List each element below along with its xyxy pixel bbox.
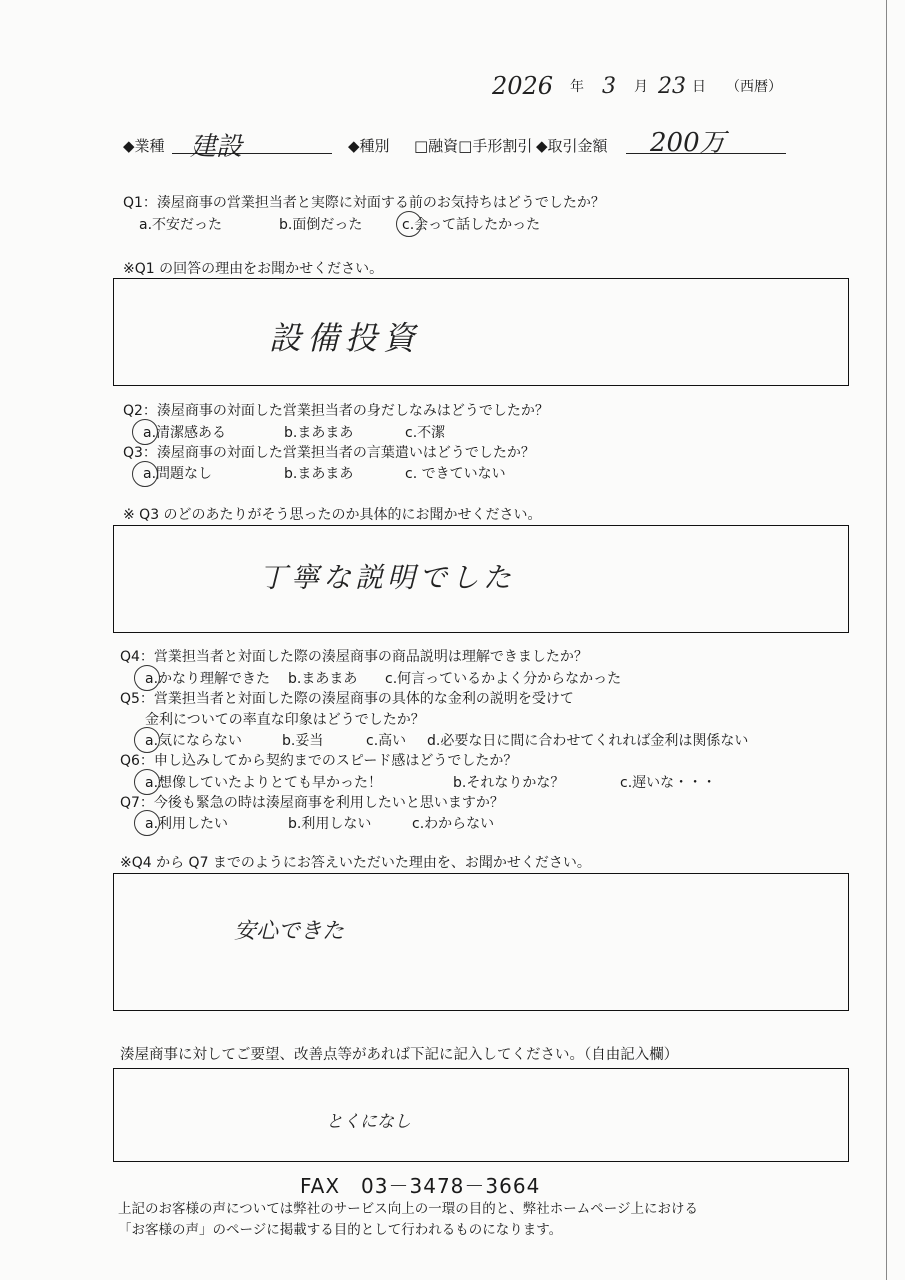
free-answer-box	[113, 1068, 849, 1162]
reason1-prompt: ※Q1 の回答の理由をお聞かせください。	[123, 261, 384, 277]
q3-question: Q3：湊屋商事の対面した営業担当者の言葉遣いはどうでしたか？	[123, 445, 535, 461]
q5-selected-mark	[134, 727, 160, 753]
date-era: （西暦）	[726, 79, 782, 95]
q4-option-b: b.まあまあ	[288, 671, 358, 687]
type-options: □融資□手形割引	[414, 137, 533, 155]
industry-value: 建設	[190, 132, 243, 162]
q1-option-a: a.不安だった	[139, 217, 223, 233]
q2-selected-mark	[132, 419, 158, 445]
reason1-answer: 設備投資	[269, 319, 422, 357]
q1-selected-mark	[396, 211, 422, 237]
footer-note-line2: 「お客様の声」のページに掲載する目的として行われるものになります。	[118, 1222, 563, 1238]
reason47-answer: 安心できた	[234, 919, 345, 944]
footer-note-line1: 上記のお客様の声については弊社のサービス向上の一環の目的と、弊社ホームページ上における	[118, 1201, 698, 1217]
q3-selected-mark	[132, 461, 158, 487]
date-day-unit: 日	[692, 79, 706, 95]
q5-option-c: c.高い	[366, 733, 407, 749]
industry-underline	[172, 153, 332, 154]
industry-label: ◆業種	[123, 137, 165, 155]
q4-option-a: a.かなり理解できた	[145, 671, 271, 687]
q2-option-b: b.まあまあ	[284, 425, 354, 441]
q6-option-c: c.遅いな・・・	[620, 775, 717, 791]
date-month: 3	[602, 74, 616, 99]
amount-value: 200万	[650, 128, 726, 158]
q2-question: Q2：湊屋商事の対面した営業担当者の身だしなみはどうでしたか？	[123, 403, 549, 419]
q7-question: Q7：今後も緊急の時は湊屋商事を利用したいと思いますか？	[120, 795, 504, 811]
q6-selected-mark	[134, 769, 160, 795]
q5-question-line1: Q5：営業担当者と対面した際の湊屋商事の具体的な金利の説明を受けて	[120, 691, 574, 707]
date-month-unit: 月	[634, 79, 648, 95]
q6-option-b: b.それなりかな？	[453, 775, 565, 791]
q7-option-b: b.利用しない	[288, 816, 372, 832]
q2-option-a: a.清潔感ある	[143, 425, 227, 441]
page-edge-line	[886, 0, 887, 1280]
reason1-answer-box	[113, 278, 849, 386]
q7-option-a: a.利用したい	[145, 816, 229, 832]
free-answer: とくになし	[326, 1112, 411, 1132]
date-year-unit: 年	[570, 79, 584, 95]
q3-option-c: c. できていない	[405, 466, 506, 482]
q5-option-b: b.妥当	[282, 733, 324, 749]
q5-option-d: d.必要な日に間に合わせてくれれば金利は関係ない	[427, 733, 749, 749]
reason47-prompt: ※Q4 から Q7 までのようにお答えいただいた理由を、お聞かせください。	[120, 855, 591, 871]
date-day: 23	[658, 74, 686, 99]
amount-underline	[626, 153, 786, 154]
reason3-prompt: ※ Q3 のどのあたりがそう思ったのか具体的にお聞かせください。	[123, 507, 542, 523]
q2-option-c: c.不潔	[405, 425, 446, 441]
q6-question: Q6：申し込みしてから契約までのスピード感はどうでしたか？	[120, 753, 518, 769]
free-prompt: 湊屋商事に対してご要望、改善点等があれば下記に記入してください。（自由記入欄）	[120, 1047, 679, 1063]
reason47-answer-box	[113, 873, 849, 1011]
q6-option-a: a.想像していたよりとても早かった！	[145, 775, 383, 791]
date-year: 2026	[492, 72, 554, 100]
q4-question: Q4：営業担当者と対面した際の湊屋商事の商品説明は理解できましたか？	[120, 649, 588, 665]
q5-option-a: a.気にならない	[145, 733, 243, 749]
q3-option-b: b.まあまあ	[284, 466, 354, 482]
q1-question: Q1：湊屋商事の営業担当者と実際に対面する前のお気持ちはどうでしたか？	[123, 195, 605, 211]
q1-option-c: c.会って話したかった	[402, 217, 541, 233]
q4-selected-mark	[134, 665, 160, 691]
q5-question-line2: 金利についての率直な印象はどうでしたか？	[145, 712, 425, 728]
reason3-answer-box	[113, 525, 849, 633]
q1-option-b: b.面倒だった	[279, 217, 363, 233]
type-label: ◆種別	[348, 137, 390, 155]
fax-number: FAX 03－3478－3664	[300, 1174, 541, 1198]
q7-option-c: c.わからない	[412, 816, 495, 832]
reason3-answer: 丁寧な説明でした	[259, 561, 516, 594]
q3-option-a: a.問題なし	[143, 466, 213, 482]
q7-selected-mark	[134, 810, 160, 836]
q4-option-c: c.何言っているかよく分からなかった	[385, 671, 622, 687]
amount-label: ◆取引金額	[536, 137, 608, 155]
